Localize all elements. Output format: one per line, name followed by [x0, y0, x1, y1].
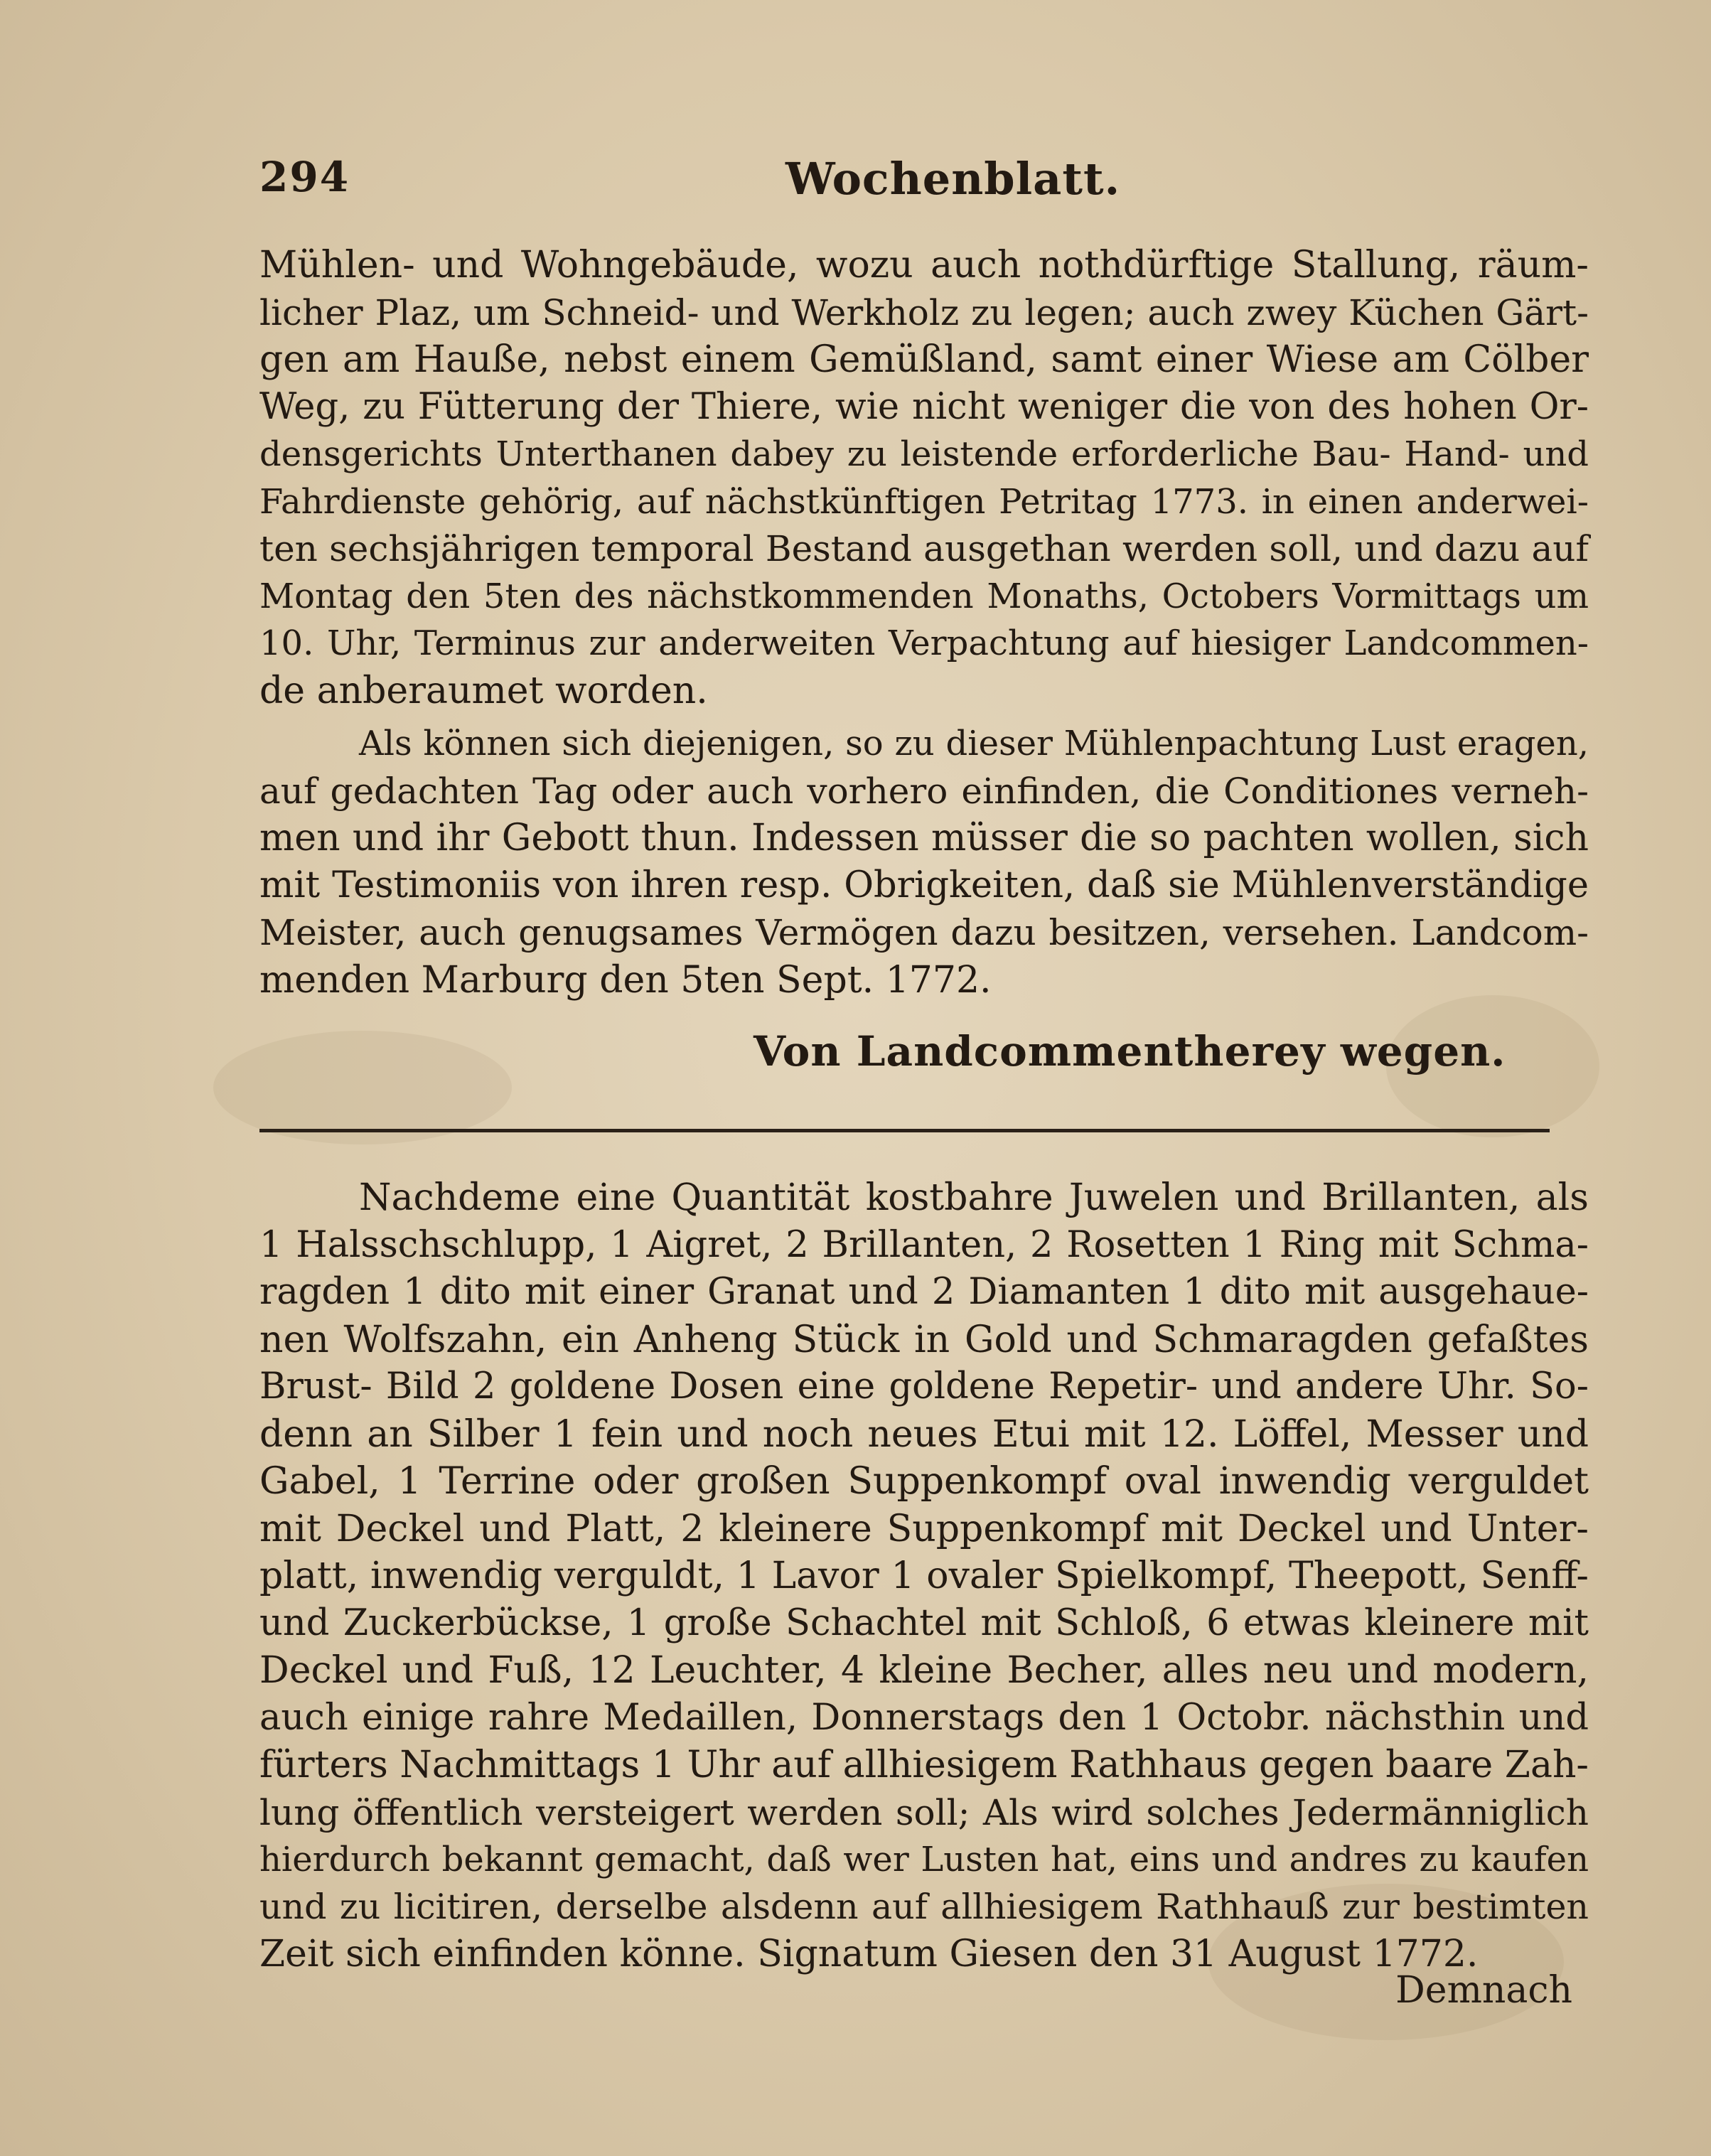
text-line: auch einige rahre Medaillen, Donnerstags den 1 Octobr. nächsthin und [259, 1696, 1589, 1739]
text-line: ragden 1 dito mit einer Granat und 2 Diamanten 1 dito mit ausgehaue- [259, 1271, 1589, 1313]
page-number: 294 [259, 153, 350, 201]
text-line: und Zuckerbückse, 1 große Schachtel mit Schloß, 6 etwas kleinere mit [259, 1602, 1589, 1644]
text-line: Gabel, 1 Terrine oder großen Suppenkompf oval inwendig verguldet [259, 1460, 1589, 1503]
text-line: Montag den 5ten des nächstkommenden Monaths, Octobers Vormittags um [259, 576, 1589, 616]
text-line: lung öffentlich versteigert werden soll; Als wird solches Jedermänniglich [259, 1791, 1589, 1833]
notice-jewel-auction [259, 1174, 1589, 1978]
text-line: Fahrdienste gehörig, auf nächstkünftigen Petritag 1773. in einen anderwei- [259, 481, 1589, 522]
text-line: densgerichts Unterthanen dabey zu leistende erforderliche Bau- Hand- und [259, 434, 1589, 474]
notice-mill-lease-paragraph-1 [259, 242, 1589, 714]
text-line: Mühlen- und Wohngebäude, wozu auch nothdürftige Stallung, räum- [259, 244, 1589, 286]
text-line: men und ihr Gebott thun. Indessen müsser die so pachten wollen, sich [259, 817, 1589, 859]
text-line: 10. Uhr, Terminus zur anderweiten Verpachtung auf hiesiger Landcommen- [259, 623, 1589, 663]
text-line: fürters Nachmittags 1 Uhr auf allhiesigem Rathhaus gegen baare Zah- [259, 1744, 1589, 1786]
text-line: Weg, zu Fütterung der Thiere, wie nicht weniger die von des hohen Or- [259, 385, 1589, 428]
text-line: Als können sich diejenigen, so zu dieser Mühlenpachtung Lust eragen, [359, 724, 1589, 763]
section-divider [259, 1129, 1550, 1132]
notice-jewel-auction-paragraph [259, 1174, 1589, 1978]
journal-title: Wochenblatt. [785, 153, 1121, 205]
text-line: Zeit sich einfinden könne. Signatum Giesen den 31 August 1772. [259, 1933, 1479, 1975]
text-line: auf gedachten Tag oder auch vorhero einfinden, die Conditiones verneh- [259, 770, 1589, 812]
text-line: nen Wolfszahn, ein Anheng Stück in Gold und Schmaragden gefaßtes [259, 1318, 1589, 1361]
text-line: 1 Halsschschlupp, 1 Aigret, 2 Brillanten, 2 Rosetten 1 Ring mit Schma- [259, 1223, 1589, 1266]
paper-stain [213, 1031, 512, 1144]
text-line: Brust- Bild 2 goldene Dosen eine goldene Repetir- und andere Uhr. So- [259, 1366, 1589, 1407]
notice-signature: Von Landcommentherey wegen. [753, 1027, 1506, 1076]
text-line: Meister, auch genugsames Vermögen dazu besitzen, versehen. Landcom- [259, 912, 1589, 953]
notice-mill-lease-paragraph-2 [259, 720, 1589, 1004]
text-line: Nachdeme eine Quantität kostbahre Juwelen und Brillanten, als [359, 1176, 1589, 1219]
text-line: mit Deckel und Platt, 2 kleinere Suppenkompf mit Deckel und Unter- [259, 1507, 1589, 1550]
text-line: hierdurch bekannt gemacht, daß wer Lusten hat, eins und andres zu kaufen [259, 1840, 1589, 1879]
text-line: Deckel und Fuß, 12 Leuchter, 4 kleine Becher, alles neu und modern, [259, 1649, 1589, 1692]
text-line: menden Marburg den 5ten Sept. 1772. [259, 958, 992, 1002]
text-line: ten sechsjährigen temporal Bestand ausgethan werden soll, und dazu auf [259, 528, 1589, 569]
text-line: licher Plaz, um Schneid- und Werkholz zu legen; auch zwey Küchen Gärt- [259, 291, 1589, 333]
text-line: und zu licitiren, derselbe alsdenn auf allhiesigem Rathhauß zur bestimten [259, 1886, 1589, 1927]
text-line: denn an Silber 1 fein und noch neues Etui mit 12. Löffel, Messer und [259, 1412, 1589, 1456]
text-line: platt, inwendig verguldt, 1 Lavor 1 ovaler Spielkompf, Theepott, Senff- [259, 1555, 1589, 1597]
text-line: mit Testimoniis von ihren resp. Obrigkeiten, daß sie Mühlenverständige [259, 864, 1589, 906]
running-head [259, 153, 1575, 210]
text-line: gen am Hauße, nebst einem Gemüßland, samt einer Wiese am Cölber [259, 338, 1589, 381]
catchword: Demnach [1395, 1969, 1572, 2012]
text-line: de anberaumet worden. [259, 669, 708, 712]
notice-mill-lease [259, 242, 1589, 1004]
